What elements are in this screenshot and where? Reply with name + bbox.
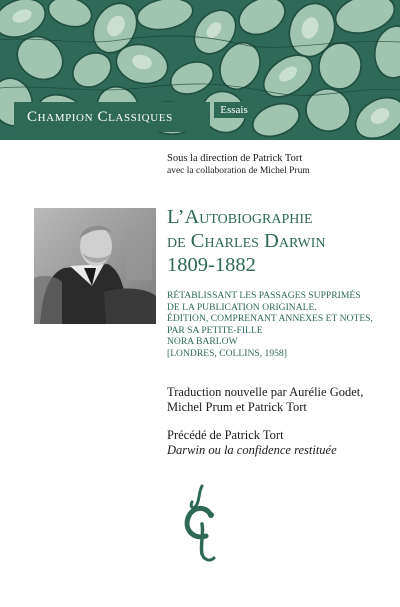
portrait-illustration — [34, 208, 156, 324]
series-banner — [14, 102, 210, 132]
book-subtitle — [167, 290, 373, 360]
subtitle-line-1: RÉTABLISSANT LES PASSAGES SUPPRIMÉS — [167, 290, 361, 301]
subtitle-line-5: NORA BARLOW — [167, 336, 238, 348]
collaboration-credit: avec la collaboration de Michel Prum — [167, 166, 310, 176]
preface-author: Précédé de Patrick Tort — [167, 428, 284, 442]
title-line-3: 1809-1882 — [167, 254, 256, 276]
subtitle-line-4: PAR SA PETITE-FILLE — [167, 324, 263, 336]
subtitle-line-2: DE LA PUBLICATION ORIGINALE. — [167, 301, 317, 313]
direction-credit: Sous la direction de Patrick Tort — [167, 153, 303, 164]
champion-logo-icon — [180, 484, 222, 564]
translation-line-2: Michel Prum et Patrick Tort — [167, 400, 307, 414]
subtitle-line-6: [LONDRES, COLLINS, 1958] — [167, 347, 287, 359]
translation-line-1: Traduction nouvelle par Aurélie Godet, — [167, 385, 364, 399]
title-line-2: de Charles Darwin — [167, 230, 326, 252]
preface-credit — [167, 428, 337, 458]
editorial-credits — [167, 152, 310, 178]
collection-tag: Essais — [214, 102, 254, 118]
translation-credit — [167, 385, 363, 415]
title-line-1: L’Autobiographie — [167, 206, 313, 228]
subtitle-line-3: ÉDITION, COMPRENANT ANNEXES ET NOTES, — [167, 313, 373, 325]
book-title — [167, 205, 326, 277]
preface-title: Darwin ou la confidence restituée — [167, 443, 337, 457]
series-name: Champion Classiques — [27, 108, 173, 125]
portrait-photo — [34, 208, 156, 324]
champion-logo-mark — [180, 484, 222, 564]
